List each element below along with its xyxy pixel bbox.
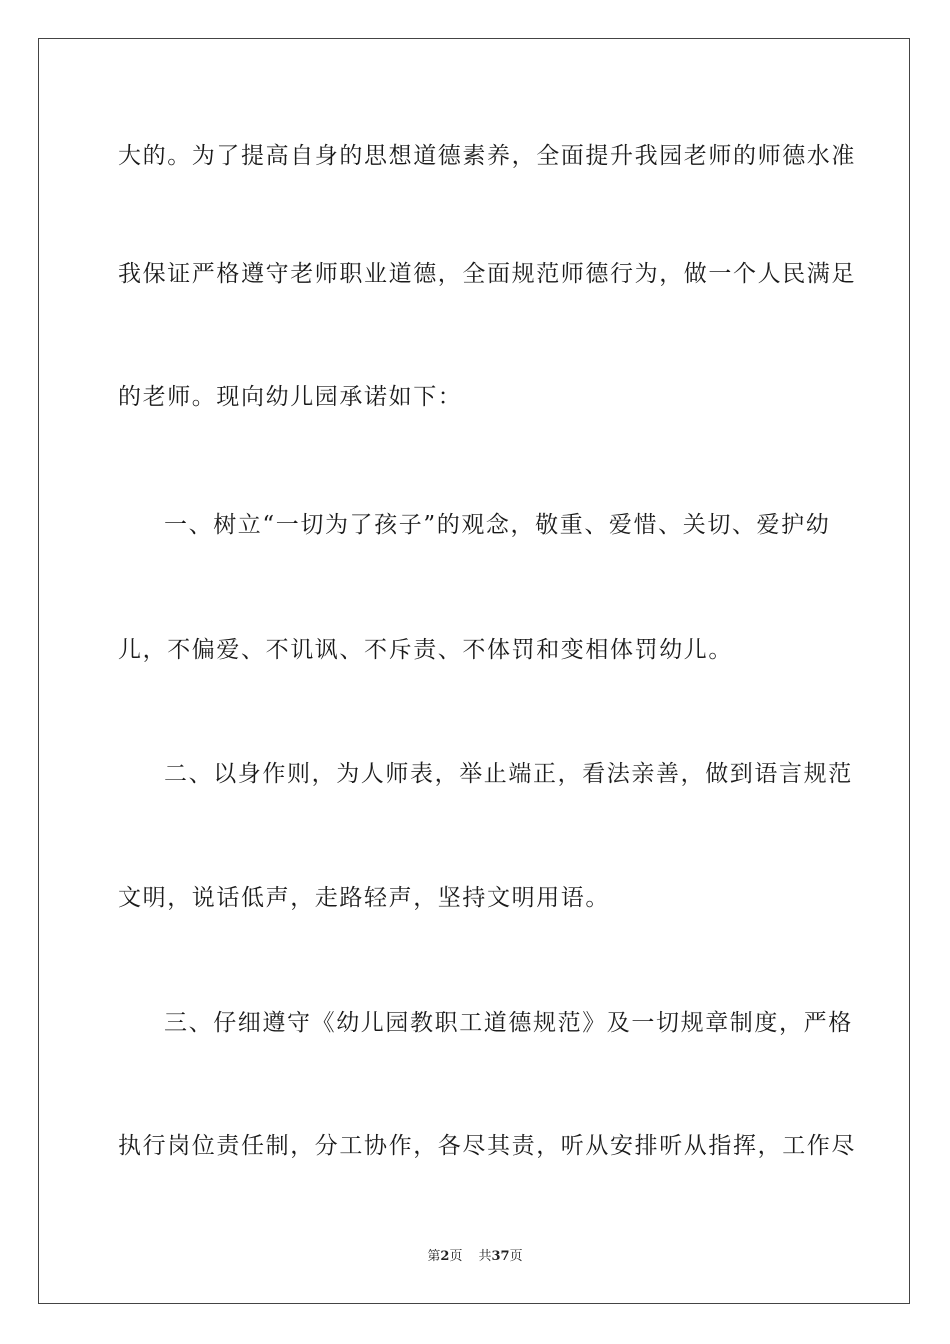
- body-text-line: 一、树立“一切为了孩子”的观念，敬重、爱惜、关切、爱护幼: [164, 512, 831, 538]
- body-text-line: 我保证严格遵守老师职业道德，全面规范师德行为，做一个人民满足: [118, 261, 856, 287]
- body-text-line: 二、以身作则，为人师表，举止端正，看法亲善，做到语言规范: [164, 761, 853, 787]
- page-number: 2: [440, 1249, 450, 1264]
- total-suffix: 页: [509, 1249, 523, 1264]
- body-text-line: 儿，不偏爱、不讥讽、不斥责、不体罚和变相体罚幼儿。: [118, 637, 733, 663]
- body-text-line: 的老师。现向幼儿园承诺如下：: [118, 384, 463, 410]
- page-border: [38, 38, 910, 1304]
- total-prefix: 共: [478, 1249, 492, 1264]
- body-text-line: 执行岗位责任制，分工协作，各尽其责，听从安排听从指挥，工作尽: [118, 1133, 856, 1159]
- body-text-line: 文明，说话低声，走路轻声，坚持文明用语。: [118, 885, 610, 911]
- total-pages: 37: [491, 1249, 510, 1264]
- body-text-line: 三、仔细遵守《幼儿园教职工道德规范》及一切规章制度，严格: [164, 1010, 853, 1036]
- page-footer: [0, 1248, 950, 1266]
- body-text-line: 大的。为了提高自身的思想道德素养，全面提升我园老师的师德水准: [118, 143, 856, 169]
- page-prefix: 第: [427, 1249, 441, 1264]
- page-suffix: 页: [449, 1249, 463, 1264]
